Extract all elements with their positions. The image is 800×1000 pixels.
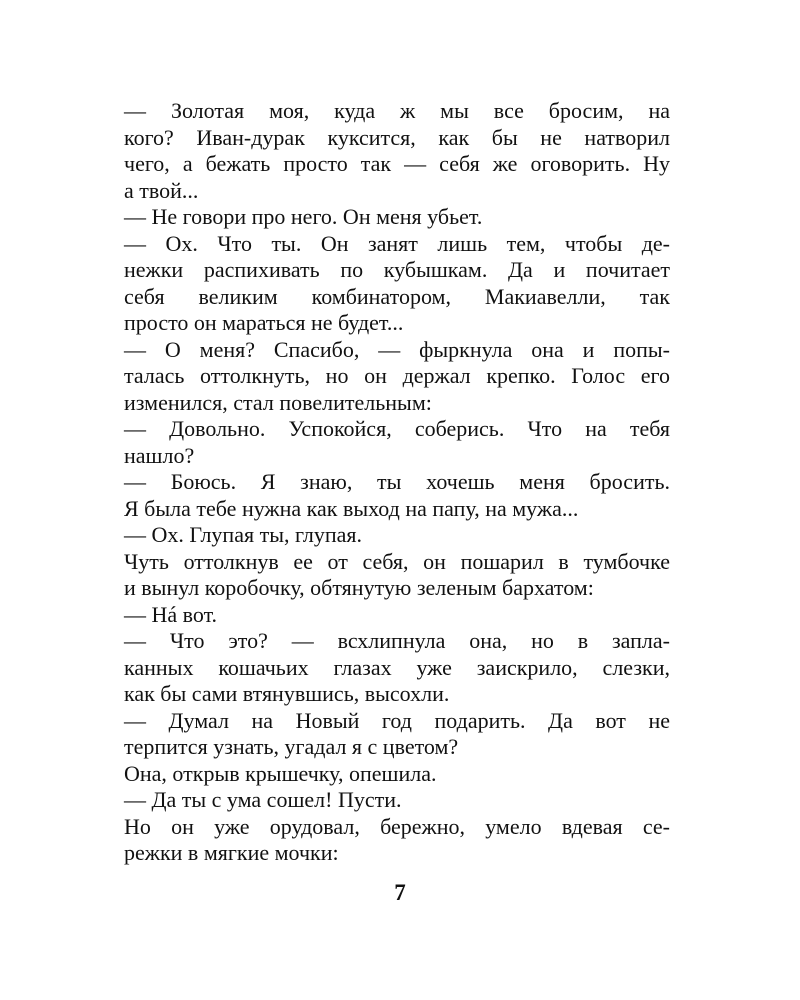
text-line: нашло? bbox=[124, 442, 195, 468]
text-line: — Довольно. Успокойся, соберись. Что на тебя bbox=[124, 416, 670, 441]
text-line: терпится узнать, угадал я с цветом? bbox=[124, 734, 459, 759]
text-line: — Нá вот. bbox=[124, 601, 218, 627]
text-line: как бы сами втянувшись, высохли. bbox=[124, 681, 450, 706]
text-line: Чуть оттолкнув ее от себя, он пошарил в тумбочке bbox=[124, 548, 670, 574]
text-line: просто он мараться не будет... bbox=[124, 310, 404, 335]
text-line: Но он уже орудовал, бережно, умело вдевая се- bbox=[124, 813, 670, 839]
text-line: — Не говори про него. Он меня убьет. bbox=[124, 204, 483, 229]
text-line: а твой... bbox=[124, 177, 199, 203]
text-line: талась оттолкнуть, но он держал крепко. Голос его bbox=[124, 363, 670, 388]
text-line: — О меня? Спасибо, — фыркнула она и попы- bbox=[124, 336, 670, 362]
text-line: — Думал на Новый год подарить. Да вот не bbox=[124, 707, 670, 733]
text-line: кого? Иван-дурак куксится, как бы не натворил bbox=[124, 124, 670, 150]
text-line: канных кошачьих глазах уже заискрило, слезки, bbox=[124, 654, 670, 680]
text-line: — Золотая моя, куда ж мы все бросим, на bbox=[124, 98, 670, 123]
text-line: — Ох. Что ты. Он занят лишь тем, чтобы де- bbox=[124, 230, 670, 256]
text-line: Я была тебе нужна как выход на папу, на мужа... bbox=[124, 495, 579, 521]
text-line: изменился, стал повелительным: bbox=[124, 389, 432, 415]
text-line: — Ох. Глупая ты, глупая. bbox=[124, 522, 363, 547]
text-line: чего, а бежать просто так — себя же оговорить. Ну bbox=[124, 151, 670, 176]
text-line: себя великим комбинатором, Макиавелли, так bbox=[124, 283, 670, 309]
text-line: нежки распихивать по кубышкам. Да и почитает bbox=[124, 257, 670, 282]
body-text bbox=[124, 98, 670, 867]
page-number: 7 bbox=[394, 880, 406, 905]
text-line: — Да ты с ума сошел! Пусти. bbox=[124, 787, 402, 812]
text-line: режки в мягкие мочки: bbox=[124, 840, 339, 865]
text-line: — Что это? — всхлипнула она, но в запла- bbox=[124, 628, 670, 653]
text-line: и вынул коробочку, обтянутую зеленым бархатом: bbox=[124, 575, 594, 600]
text-line: Она, открыв крышечку, опешила. bbox=[124, 760, 437, 786]
text-line: — Боюсь. Я знаю, ты хочешь меня бросить. bbox=[124, 469, 670, 494]
